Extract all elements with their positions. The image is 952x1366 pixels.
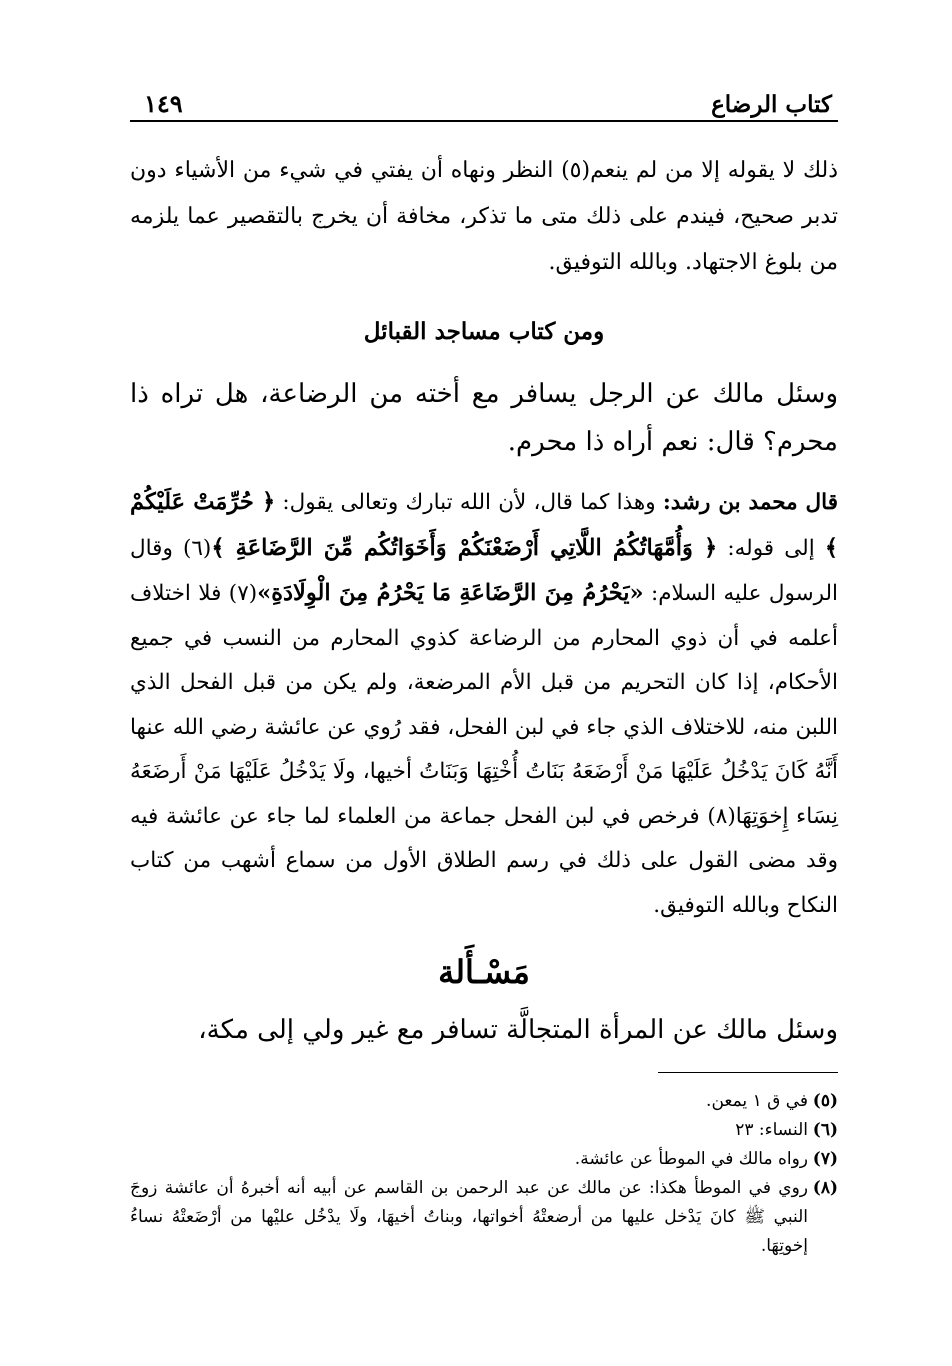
- footnote-number: (٨): [812, 1178, 838, 1198]
- hadith-quote: «يَحْرُمُ مِنَ الرَّضَاعَةِ مَا يَحْرُمُ مِنَ الْوِلَادَةِ»: [257, 580, 644, 606]
- question-paragraph: وسئل مالك عن الرجل يسافر مع أخته من الرضاعة، هل تراه ذا محرم؟ قال: نعم أراه ذا محرم.: [130, 379, 838, 457]
- footnote-item: [130, 1174, 838, 1261]
- section-heading: ومن كتاب مساجد القبائل: [363, 318, 605, 345]
- quran-quote: ﴿ حُرِّمَتْ عَلَيْكُمْ ﴾: [130, 489, 838, 561]
- text-segment: إلى قوله:: [717, 535, 825, 561]
- footnote-text: رواه مالك في الموطأ عن عائشة.: [574, 1149, 808, 1169]
- footnote-number: (٦): [812, 1120, 838, 1140]
- footnote-number: (٥): [812, 1091, 838, 1111]
- footnote-item: [130, 1116, 838, 1145]
- footnote-number: (٧): [812, 1149, 838, 1169]
- text-segment: (٦) وقال الرسول عليه السلام:: [130, 535, 839, 606]
- footnote-text: روي في الموطأ هكذا: عن مالك عن عبد الرحمن بن القاسم عن أبيه أنه أخبرهُ أن عائشة زوجَ النبي ﷺ كانَ يَدْخل عليها من أرضعتْهُ أخواتها، وبناتُ أخيهَا، ولَا يدْخُل عليْها من أرْضَعتْهُ نساءُ إخوتِهَا.: [130, 1178, 808, 1256]
- footnote-item: [130, 1145, 838, 1174]
- text-segment: وهذا كما قال، لأن الله تبارك وتعالى يقول:: [275, 490, 663, 515]
- text-segment: (٧) فلا اختلاف أعلمه في أن ذوي المحارم من الرضاعة كذوي المحارم من النسب في جميع الأحكام، إذا كان التحريم من قبل الأم المرضعة، ولم يكن من قبل الفحل الذي اللبن منه، للاختلاف الذي جاء في لبن الفحل، فقد رُوي عن عائشة رضي الله عنها أَنَّهُ كَانَ يَدْخُلُ عَلَيْهَا مَنْ أَرْضَعَهُ بَنَاتُ أُخْتِهَا وَبَنَاتُ أخيها، ولَا يَدْخُلُ عَلَيْهَا مَنْ أَرضَعَهُ نِسَاء إِخوَتِهَا(٨) فرخص في لبن الفحل جماعة من العلماء لما جاء عن عائشة فيه وقد مضى القول على ذلك في رسم الطلاق الأول من سماع أشهب من كتاب النكاح وبالله التوفيق.: [130, 581, 838, 918]
- quran-quote: ﴿ وَأُمَّهَاتُكُمُ اللَّاتِي أَرْضَعْنَكُمْ وَأَخَوَاتُكُم مِّنَ الرَّضَاعَةِ ﴾: [211, 534, 718, 561]
- running-header: [130, 80, 838, 122]
- page-number: ١٤٩: [144, 89, 183, 118]
- footnote-text: في ق ١ يمعن.: [706, 1091, 808, 1111]
- paragraph-continuation: ذلك لا يقوله إلا من لم ينعم(٥) النظر ونهاه أن يفتي في شيء من الأشياء دون تدبر صحيح، فيندم على ذلك متى ما تذكر، مخافة أن يخرج بالتقصير عما يلزمه من بلوغ الاجتهاد. وبالله التوفيق.: [130, 158, 838, 275]
- document-page: [130, 80, 838, 1261]
- commentary-paragraph: [130, 480, 838, 928]
- question-paragraph: وسئل مالك عن المرأة المتجالَّة تسافر مع غير ولي إلى مكة،: [198, 1015, 838, 1045]
- masala-heading: مَسْـأَلة: [438, 953, 530, 991]
- footnote-text: النساء: ٢٣: [735, 1120, 808, 1140]
- footnote-item: [130, 1087, 838, 1116]
- footnote-divider: [658, 1072, 838, 1073]
- footnotes: [130, 1087, 838, 1261]
- speaker-label: قال محمد بن رشد:: [662, 490, 838, 515]
- running-title: كتاب الرضاع: [711, 91, 832, 118]
